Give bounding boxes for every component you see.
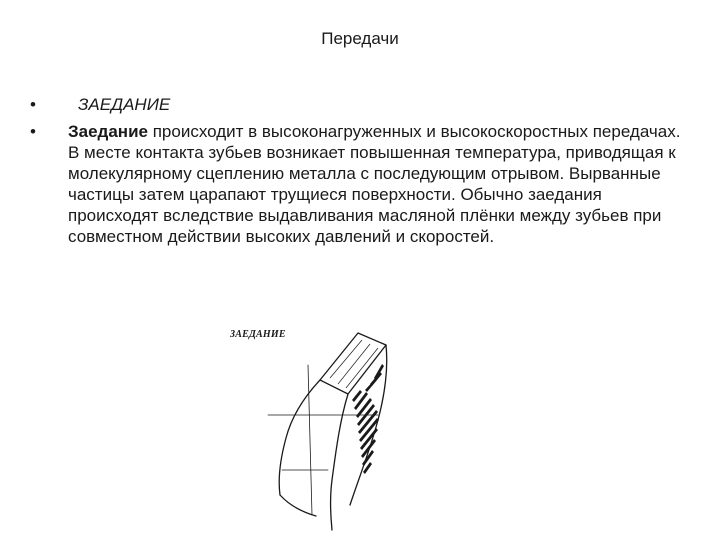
bullet-marker: • bbox=[30, 95, 36, 114]
gear-tooth-figure bbox=[220, 320, 420, 535]
bullet-item-heading bbox=[30, 94, 690, 115]
bullet-heading-text: ЗАЕДАНИЕ bbox=[78, 95, 171, 114]
slide-title: Передачи bbox=[321, 29, 399, 48]
bullet-item-description bbox=[30, 121, 690, 247]
bullet-lead-term: Заедание bbox=[68, 122, 148, 141]
bullet-description-text: происходит в высоконагруженных и высокоскоростных передачах. В месте контакта зубьев возникает повышенная температура, приводящая к молекулярному сцеплению металла с последующим отрывом. Вырванные частицы затем царапают трущиеся поверхности. Обычно заедания происходят вследствие выдавливания масляной плёнки между зубьев при совместном действии высоких давлений и скоростей. bbox=[68, 122, 681, 246]
bullet-marker: • bbox=[30, 122, 36, 141]
figure-caption: ЗАЕДАНИЕ bbox=[230, 329, 286, 340]
gear-tooth-scuffing-icon bbox=[220, 320, 420, 535]
bullet-list bbox=[30, 94, 690, 247]
